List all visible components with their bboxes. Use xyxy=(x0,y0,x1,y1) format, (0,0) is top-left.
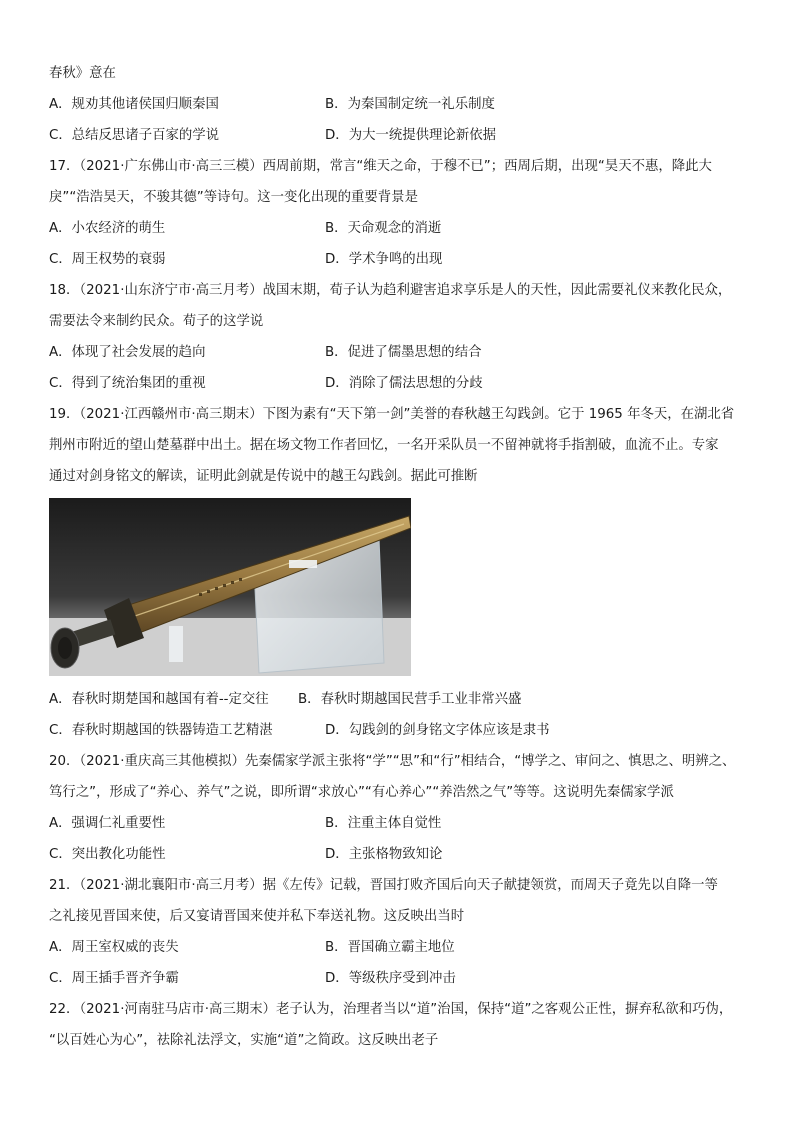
option-a: A．强调仁礼重要性 xyxy=(49,816,166,831)
options-row xyxy=(49,120,749,151)
option-b: B．注重主体自觉性 xyxy=(325,816,442,831)
question-20-line: 20．（2021·重庆高三其他模拟）先秦儒家学派主张将“学”“思”和“行”相结合，“博学之、审问之、慎思之、明辨之、 xyxy=(49,754,736,769)
option-d: D．消除了儒法思想的分歧 xyxy=(325,376,483,391)
option-a: A．体现了社会发展的趋向 xyxy=(49,345,206,360)
option-b: B．春秋时期越国民营手工业非常兴盛 xyxy=(298,692,522,707)
option-a: A．春秋时期楚国和越国有着--定交往 xyxy=(49,692,269,707)
option-a: A．小农经济的萌生 xyxy=(49,221,166,236)
text-line: 春秋》意在 xyxy=(49,66,116,81)
option-c: C．突出教化功能性 xyxy=(49,847,166,862)
question-22-line: “以百姓心为心”，祛除礼法浮文，实施“道”之简政。这反映出老子 xyxy=(49,1033,439,1048)
options-row xyxy=(49,839,749,870)
option-c: C．春秋时期越国的铁器铸造工艺精湛 xyxy=(49,723,273,738)
option-d: D．等级秩序受到冲击 xyxy=(325,971,456,986)
exam-page xyxy=(49,58,749,1056)
options-row xyxy=(49,337,749,368)
option-c: C．得到了统治集团的重视 xyxy=(49,376,206,391)
option-d: D．主张格物致知论 xyxy=(325,847,443,862)
question-21-line: 21．（2021·湖北襄阳市·高三月考）据《左传》记载，晋国打败齐国后向天子献捷领赏，而周天子竟先以自降一等 xyxy=(49,878,718,893)
options-row xyxy=(49,963,749,994)
option-c: C．总结反思诸子百家的学说 xyxy=(49,128,220,143)
option-b: B．为秦国制定统一礼乐制度 xyxy=(325,97,495,112)
option-b: B．晋国确立霸主地位 xyxy=(325,940,455,955)
options-row xyxy=(49,684,749,715)
sword-photo xyxy=(49,498,411,676)
options-row xyxy=(49,715,749,746)
question-22-line: 22．（2021·河南驻马店市·高三期末）老子认为，治理者当以“道”治国，保持“道”之客观公正性，摒弃私欲和巧伪， xyxy=(49,1002,733,1017)
question-21-line: 之礼接见晋国来使，后又宴请晋国来使并私下奉送礼物。这反映出当时 xyxy=(49,909,465,924)
option-d: D．为大一统提供理论新依据 xyxy=(325,128,496,143)
option-b: B．促进了儒墨思想的结合 xyxy=(325,345,482,360)
question-19-line: 荆州市附近的望山楚墓群中出土。据在场文物工作者回忆，一名开采队员一不留神就将手指割破，血流不止。专家 xyxy=(49,438,719,453)
question-17-line: 戾”“浩浩昊天，不骏其德”等诗句。这一变化出现的重要背景是 xyxy=(49,190,418,205)
option-c: C．周王插手晋齐争霸 xyxy=(49,971,179,986)
option-d: D．勾践剑的剑身铭文字体应该是隶书 xyxy=(325,723,550,738)
options-row xyxy=(49,808,749,839)
options-row xyxy=(49,244,749,275)
option-c: C．周王权势的衰弱 xyxy=(49,252,166,267)
question-18-line: 需要法令来制约民众。荀子的这学说 xyxy=(49,314,264,329)
question-20-line: 笃行之”，形成了“养心、养气”之说，即所谓“求放心”“有心养心”“养浩然之气”等等。这说明先秦儒家学派 xyxy=(49,785,674,800)
options-row xyxy=(49,932,749,963)
option-a: A．规劝其他诸侯国归顺秦国 xyxy=(49,97,219,112)
option-a: A．周王室权威的丧失 xyxy=(49,940,179,955)
question-17-line: 17．（2021·广东佛山市·高三三模）西周前期，常言“维天之命，于穆不已”；西周后期，出现“昊天不惠，降此大 xyxy=(49,159,712,174)
option-d: D．学术争鸣的出现 xyxy=(325,252,443,267)
question-18-line: 18．（2021·山东济宁市·高三月考）战国末期，荀子认为趋利避害追求享乐是人的天性，因此需要礼仪来教化民众， xyxy=(49,283,732,298)
option-b: B．天命观念的消逝 xyxy=(325,221,442,236)
options-row xyxy=(49,89,749,120)
question-19-line: 通过对剑身铭文的解读，证明此剑就是传说中的越王勾践剑。据此可推断 xyxy=(49,469,478,484)
question-19-line: 19．（2021·江西赣州市·高三期末）下图为素有“天下第一剑”美誉的春秋越王勾践剑。它于 1965 年冬天，在湖北省 xyxy=(49,407,735,422)
options-row xyxy=(49,213,749,244)
sword-illustration xyxy=(49,498,411,676)
options-row xyxy=(49,368,749,399)
